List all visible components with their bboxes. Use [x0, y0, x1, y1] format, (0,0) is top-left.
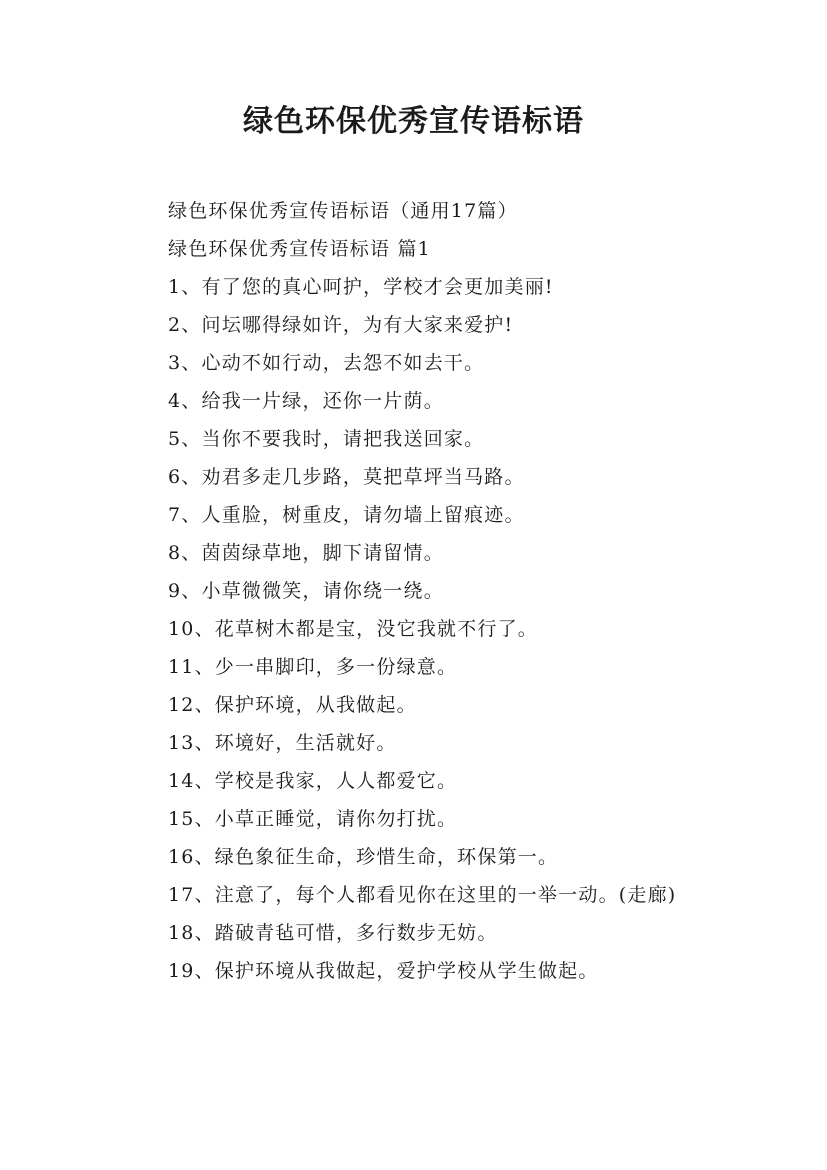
- slogan-item: 7、人重脸，树重皮，请勿墙上留痕迹。: [168, 504, 525, 526]
- document-title: 绿色环保优秀宣传语标语: [243, 104, 584, 139]
- slogan-item: 19、保护环境从我做起，爱护学校从学生做起。: [168, 960, 599, 982]
- paragraph-section-label: 绿色环保优秀宣传语标语 篇1: [168, 238, 431, 260]
- slogan-item: 9、小草微微笑，请你绕一绕。: [168, 580, 444, 602]
- slogan-item: 10、花草树木都是宝，没它我就不行了。: [168, 618, 538, 640]
- slogan-item: 16、绿色象征生命，珍惜生命，环保第一。: [168, 846, 559, 868]
- slogan-item: 12、保护环境，从我做起。: [168, 694, 417, 716]
- slogan-item: 6、劝君多走几步路，莫把草坪当马路。: [168, 466, 525, 488]
- slogan-item: 18、踏破青毡可惜，多行数步无妨。: [168, 922, 498, 944]
- paragraph-heading: 绿色环保优秀宣传语标语（通用17篇）: [168, 200, 518, 222]
- slogan-item: 17、注意了，每个人都看见你在这里的一举一动。(走廊): [168, 884, 677, 906]
- slogan-item: 15、小草正睡觉，请你勿打扰。: [168, 808, 458, 830]
- slogan-item: 13、环境好，生活就好。: [168, 732, 397, 754]
- slogan-item: 5、当你不要我时，请把我送回家。: [168, 428, 485, 450]
- slogan-item: 8、茵茵绿草地，脚下请留情。: [168, 542, 444, 564]
- slogan-item: 1、有了您的真心呵护，学校才会更加美丽!: [168, 276, 554, 298]
- slogan-item: 11、少一串脚印，多一份绿意。: [168, 656, 458, 678]
- slogan-item: 4、给我一片绿，还你一片荫。: [168, 390, 444, 412]
- slogan-item: 2、问坛哪得绿如许，为有大家来爱护!: [168, 314, 514, 336]
- document-body: [128, 192, 708, 990]
- slogan-item: 3、心动不如行动，去怨不如去干。: [168, 352, 485, 374]
- slogan-item: 14、学校是我家，人人都爱它。: [168, 770, 458, 792]
